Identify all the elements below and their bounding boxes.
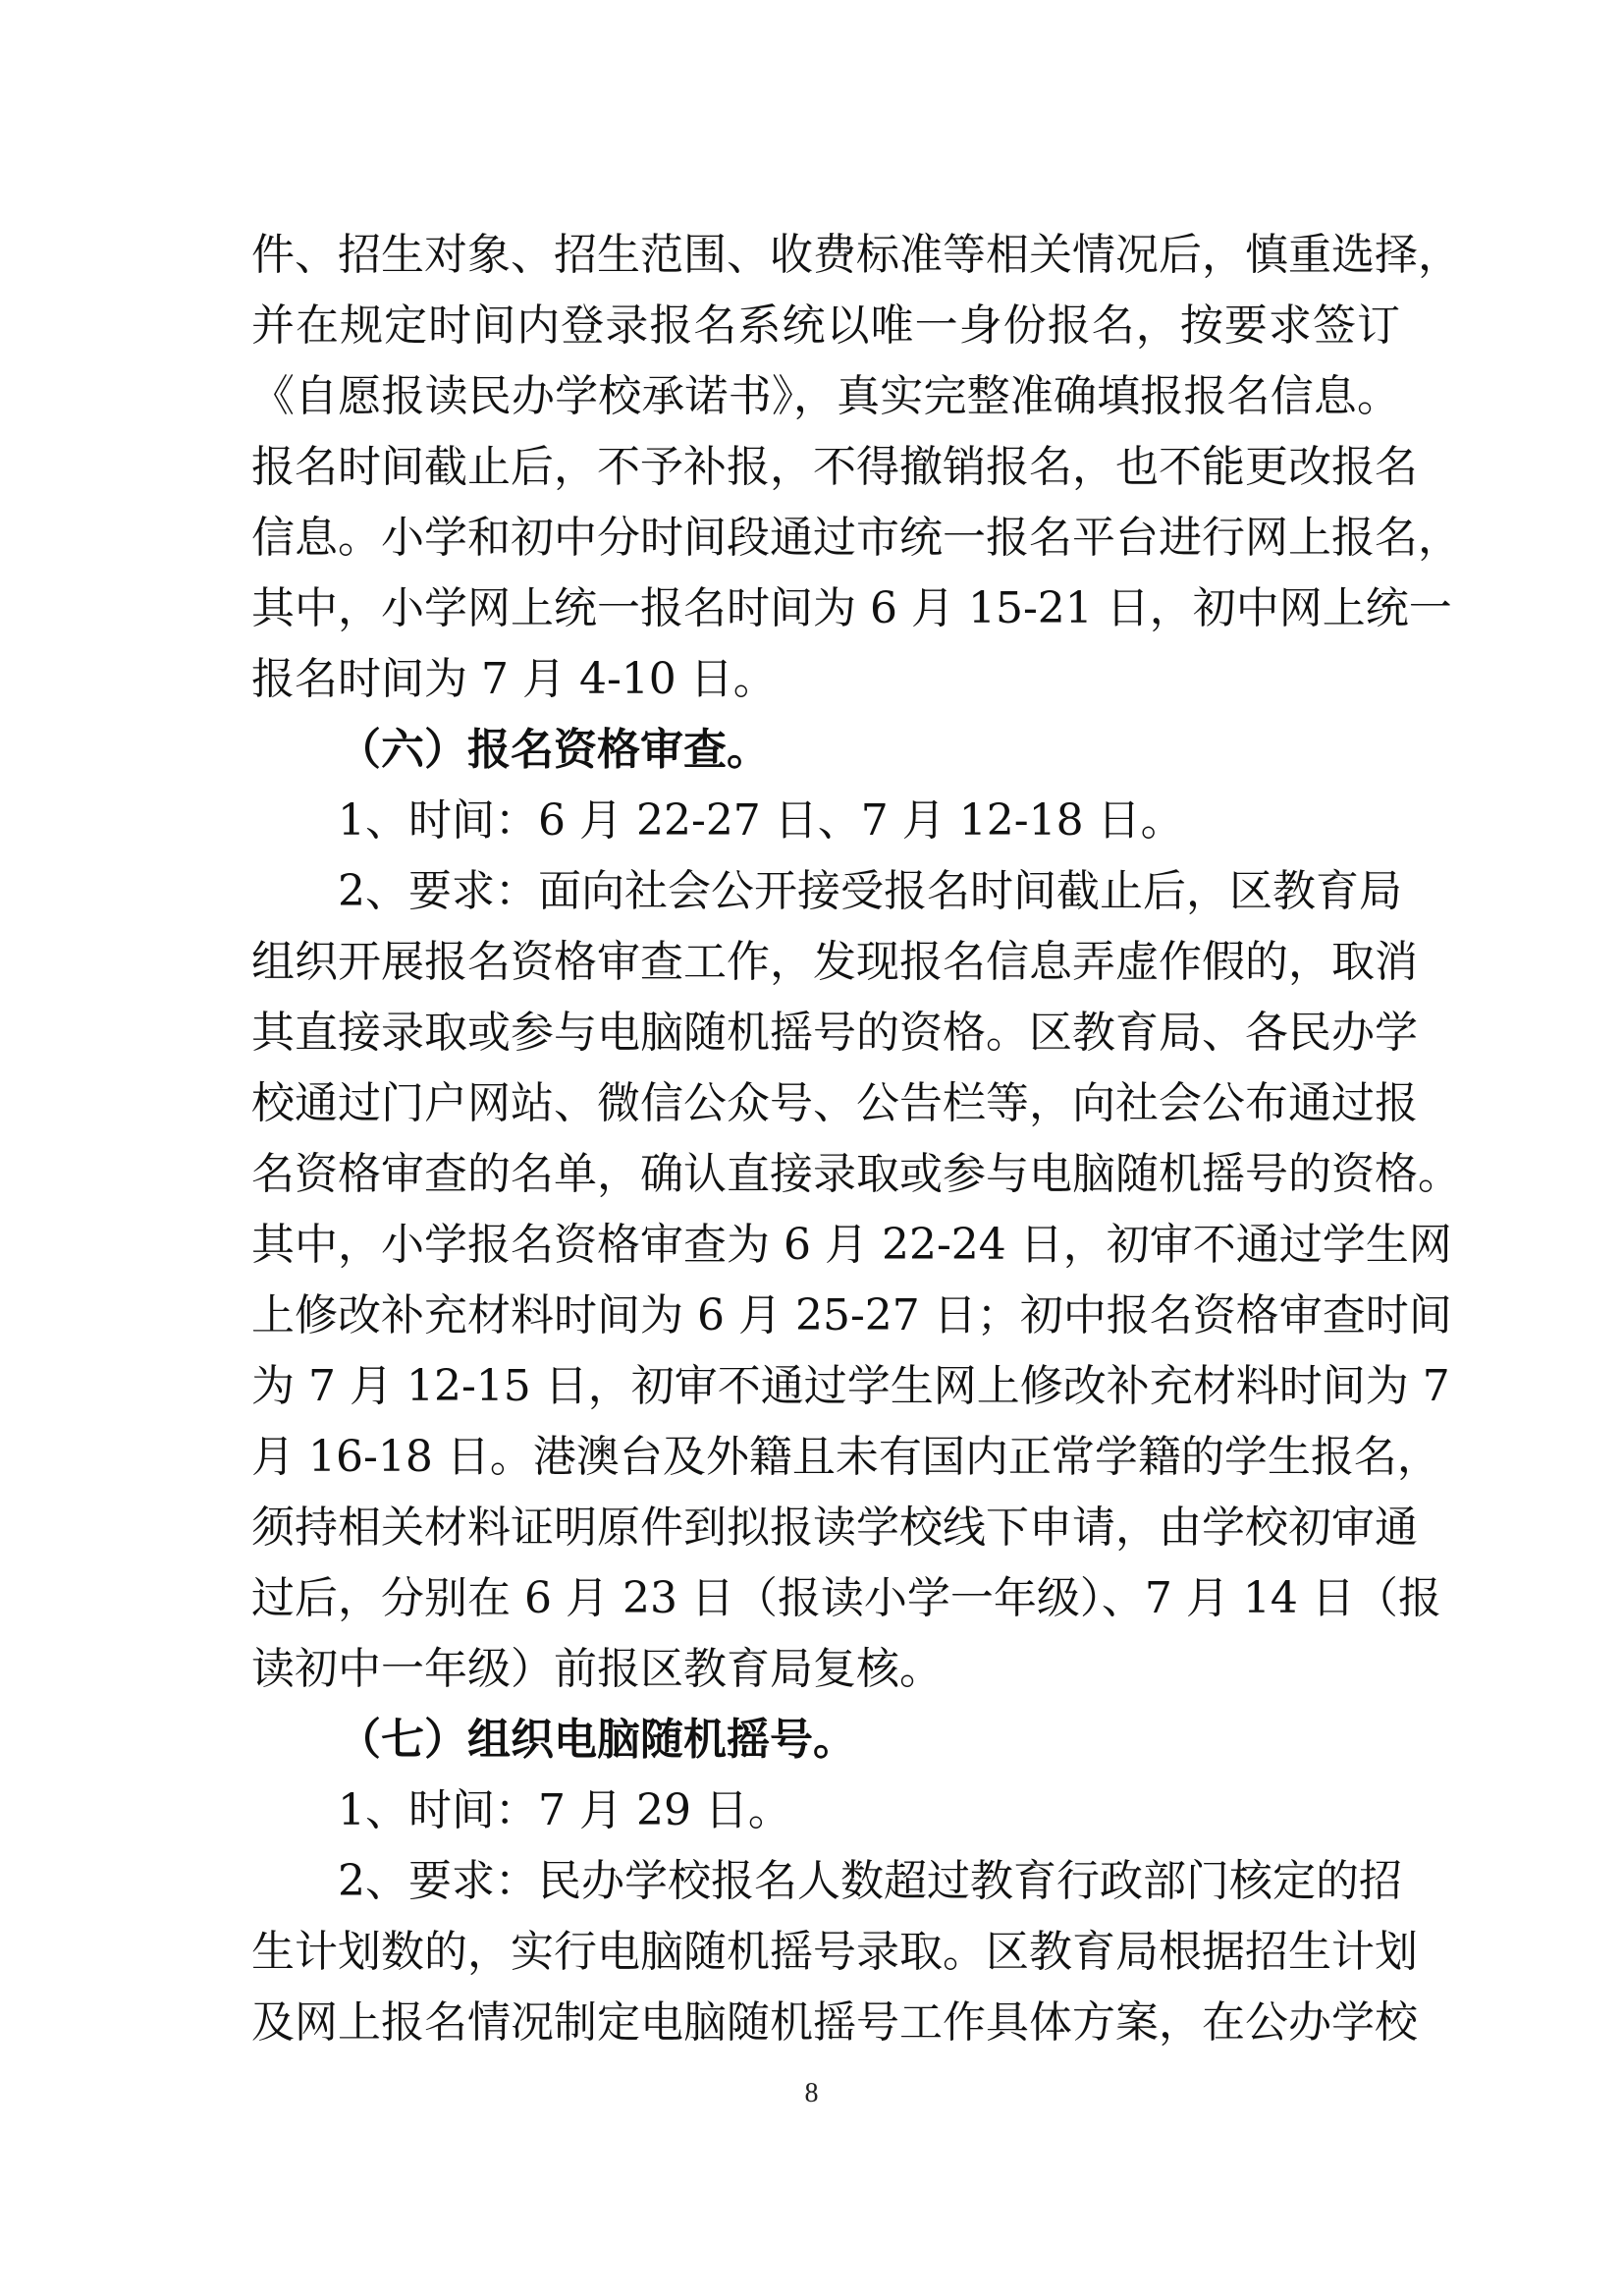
text-line: 件、招生对象、招生范围、收费标准等相关情况后，慎重选择， bbox=[251, 230, 1461, 280]
text-line: 组织开展报名资格审查工作，发现报名信息弄虚作假的，取消 bbox=[251, 937, 1418, 987]
text-line: 读初中一年级）前报区教育局复核。 bbox=[251, 1644, 943, 1694]
text-line: 1、时间：7 月 29 日。 bbox=[338, 1785, 791, 1835]
text-line: 过后，分别在 6 月 23 日（报读小学一年级）、7 月 14 日（报 bbox=[251, 1573, 1441, 1623]
text-line: 2、要求：面向社会公开接受报名时间截止后，区教育局 bbox=[338, 866, 1402, 916]
section-heading: （七）组织电脑随机摇号。 bbox=[338, 1715, 856, 1765]
text-line: 名资格审查的名单，确认直接录取或参与电脑随机摇号的资格。 bbox=[251, 1149, 1461, 1199]
text-line: 报名时间截止后，不予补报，不得撤销报名，也不能更改报名 bbox=[251, 442, 1418, 492]
text-line: 月 16-18 日。港澳台及外籍且未有国内正常学籍的学生报名， bbox=[251, 1432, 1440, 1482]
text-line: 生计划数的，实行电脑随机摇号录取。区教育局根据招生计划 bbox=[251, 1927, 1418, 1977]
text-line: 1、时间：6 月 22-27 日、7 月 12-18 日。 bbox=[338, 795, 1184, 846]
text-line: 须持相关材料证明原件到拟报读学校线下申请，由学校初审通 bbox=[251, 1503, 1418, 1553]
text-line: 信息。小学和初中分时间段通过市统一报名平台进行网上报名， bbox=[251, 513, 1461, 563]
body-text bbox=[251, 220, 1461, 2058]
text-line: 其直接录取或参与电脑随机摇号的资格。区教育局、各民办学 bbox=[251, 1008, 1418, 1058]
text-line: 及网上报名情况制定电脑随机摇号工作具体方案，在公办学校 bbox=[251, 1997, 1418, 2048]
text-line: 上修改补充材料时间为 6 月 25-27 日；初中报名资格审查时间 bbox=[251, 1290, 1452, 1340]
text-line: 其中，小学报名资格审查为 6 月 22-24 日，初审不通过学生网 bbox=[251, 1220, 1452, 1270]
text-line: 其中，小学网上统一报名时间为 6 月 15-21 日，初中网上统一 bbox=[251, 583, 1452, 633]
text-line: 2、要求：民办学校报名人数超过教育行政部门核定的招 bbox=[338, 1856, 1402, 1906]
text-line: 报名时间为 7 月 4-10 日。 bbox=[251, 654, 777, 704]
text-line: 校通过门户网站、微信公众号、公告栏等，向社会公布通过报 bbox=[251, 1078, 1418, 1128]
page-number: 8 bbox=[804, 2078, 819, 2108]
section-heading: （六）报名资格审查。 bbox=[338, 725, 770, 775]
text-line: 并在规定时间内登录报名系统以唯一身份报名，按要求签订 bbox=[251, 301, 1400, 351]
text-line: 为 7 月 12-15 日，初审不通过学生网上修改补充材料时间为 7 bbox=[251, 1361, 1450, 1411]
text-line: 《自愿报读民办学校承诺书》，真实完整准确填报报名信息。 bbox=[251, 371, 1400, 421]
